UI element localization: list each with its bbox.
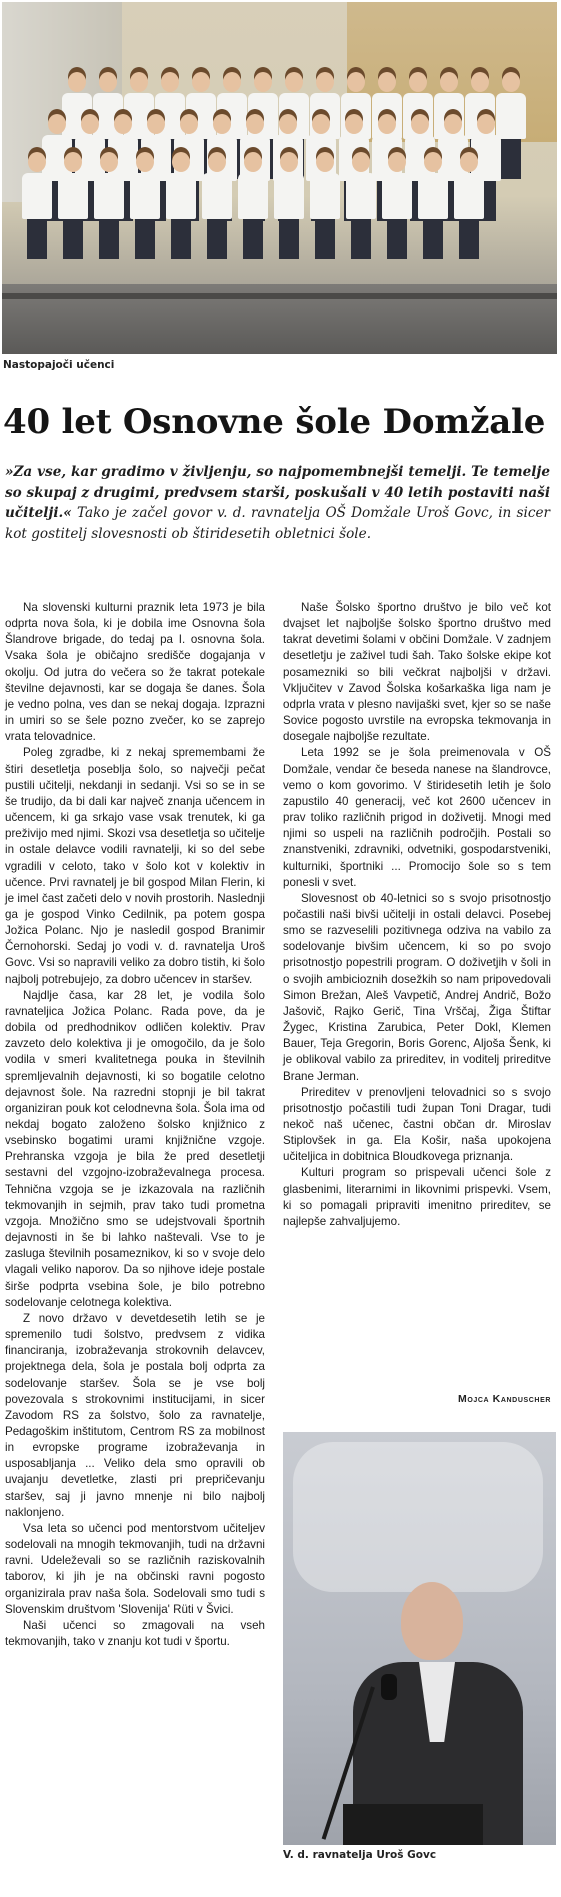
photo-backdrop (293, 1442, 543, 1592)
photo-child (418, 152, 448, 259)
photo-child (454, 152, 484, 259)
lead-quote: »Za vse, kar gradimo v življenju, so najpomembnejši temelji. Te temelje so skupaj z drugimi, predvsem starši, poskušali v 40 letih postaviti naši učitelji.« (5, 464, 550, 522)
bottom-photo-caption: V. d. ravnatelja Uroš Govc (283, 1849, 437, 1861)
photo-child (94, 152, 124, 259)
photo-child (202, 152, 232, 259)
photo-child (274, 152, 304, 259)
author-byline: Mojca Kanduscher (457, 1393, 551, 1405)
paragraph: Kulturi program so prispevali učenci šole z glasbenimi, literarnimi in likovnimi prispevki. Vsem, ki so pomagali pripraviti imenitno prireditev, se najlepše zahvaljujemo. (283, 1166, 551, 1228)
choir-photo (2, 2, 557, 354)
article-column-left (5, 600, 265, 1650)
paragraph: Z novo državo v devetdesetih letih se je spremenilo tudi šolstvo, predvsem z vidika financiranja, izobraževanja strokovnih delavcev, projektnega dela, šola je postala bolj odprta za sodelovanje staršev. Šola se je vse bolj povezovala s strokovnimi institucijami, in sicer Zavodom RS za šolstvo, šolo za ravnatelje, Pedagoškim inštitutom, Centrom RS za mobilnost in evropske programe izobraževanja in usposabljanja ... Veliko dela smo opravili ob uvajanju devetletke, zlasti pri prepričevanju staršev, saj ji javno mnenje ni bilo najbolj naklonjeno. (5, 1311, 265, 1519)
top-photo-caption: Nastopajoči učenci (3, 359, 115, 371)
article-title: 40 let Osnovne šole Domžale (3, 402, 546, 442)
paragraph: Najdlje časa, kar 28 let, je vodila šolo ravnateljica Jožica Polanc. Rada pove, da je dobila od predhodnikov odličen kolektiv. Prav zavzeto delo kolektiva ji je omogočilo, da je šolo vodila v smeri kvalitetnega pouka in številnih spremljevalnih dejavnosti, ki so bogatile celotno dejavnost šole. Na razredni stopnji je bil takrat organiziran pouk kot celodnevna šola. Šola ima od nekdaj bogato založeno šolsko knjižnico z vsebinsko bogatimi urami knjižnične vzgoje. Prehranska vzgoja je bila že pred desetletji sestavni del vzgojno-izobraževalnega procesa. Tehnična vzgoja se je izkazovala na različnih tekmovanjih in sejmih, prav tako tudi prometna vzgoja. Množično smo se udejstvovali športnih dejavnosti in še bi lahko naštevali. Vse to je zasluga številnih posameznikov, ki so v svoje delo vlagali veliko naporov. Da so njihove ideje postale širše podprta vsebina šole, je bilo potrebno sodelovanje celotnega kolektiva. (5, 988, 265, 1309)
paragraph: Poleg zgradbe, ki z nekaj spremembami že štiri desetletja poseblja šolo, so največji pečat pustili učitelji, nekdanji in sedanji. Vsi so se in se še trudijo, da bi dali kar največ znanja učencem in učencem, ki ga srkajo vase vsak trenutek, ki ga preživijo med njimi. Skozi vsa desetletja so učitelje in ostale delavce vodili ravnatelji, ki so del sebe vgradili v celoto, tako v šolo kot v kolektiv in učence. Prvi ravnatelj je bil gospod Milan Flerin, ki je imel čast začeti delo v novih prostorih. Naslednji ga je gospod Vinko Cedilnik, pa potem gospa Jožica Polanc. Njo je nasledil gospod Branimir Černohorski. Sedaj jo vodi v. d. ravnatelja Uroš Govc. Vsi so napravili veliko za dobro tistih, ki šolo najbolj potrebujejo, za dobro učencev in staršev. (5, 746, 265, 986)
photo-child (130, 152, 160, 259)
photo-child (382, 152, 412, 259)
photo-child (166, 152, 196, 259)
speaker-head (401, 1582, 463, 1660)
article-column-right (283, 600, 551, 1230)
lectern (343, 1804, 483, 1845)
photo-child (310, 152, 340, 259)
paragraph: Leta 1992 se je šola preimenovala v OŠ Domžale, vendar če beseda nanese na šlandrovce, vemo o kom govorimo. V štiridesetih letih je šolo zapustilo 40 generacij, več kot 2600 učencev in prav toliko različnih prigod in doživetij. Mnogi med njimi so uspeli na različnih področjih. Postali so znanstveniki, zdravniki, odvetniki, gospodarstveniki, kulturniki, športniki ... Promocijo šole so s tem ponesli v svet. (283, 746, 551, 889)
photo-child (22, 152, 52, 259)
principal-photo (283, 1432, 556, 1845)
photo-stage-rail (2, 293, 557, 299)
photo-child (238, 152, 268, 259)
article-lead (5, 462, 550, 544)
paragraph: Prireditev v prenovljeni telovadnici so s svojo prisotnostjo počastili tudi župan Toni Dragar, tudi nekoč naš učenec, častni občan dr. Miroslav Stiplovšek in ga. Ela Košir, naša upokojena učiteljica in dobitnica Bloudkovega priznanja. (283, 1085, 551, 1164)
paragraph: Naše Šolsko športno društvo je bilo več kot dvajset let najboljše šolsko športno društvo med takrat devetimi šolami v občini Domžale. V zadnjem desetletju je zaživel tudi šah. Tako šolske ekipe kot posamezniki so bili večkrat najboljši v državi. Vključitev v Zavod Šolska košarkaška liga nam je odprla vrata v plesno navijaški svet, kjer so se naše Sovice pogosto uvrstile na evropska tekmovanja in dosegale najboljše rezultate. (283, 601, 551, 744)
paragraph: Naši učenci so zmagovali na vseh tekmovanjih, tako v znanju kot tudi v športu. (5, 1618, 265, 1648)
paragraph: Slovesnost ob 40-letnici so s svojo prisotnostjo počastili naši bivši učitelji in ostali delavci. Posebej smo se razveselili pozitivnega odziva na vabilo za sodelovanje bivšim učencem, ki so po svojo prisotnostjo popestrili program. O doživetjih v šoli in o svojih ambicioznih dosežkih so nam pripovedovali Simon Brežan, Aleš Vavpetič, Andrej Andrič, Božo Jašovič, Rajko Gerič, Tina Vrščaj, Žiga Štiftar Žygec, Kristina Zarubica, Peter Dokl, Klemen Bauer, Teja Gregorin, Boris Gorenc, Aljoša Šenk, ki je oblikoval vabilo za prireditev, in voditelj prireditve Brane Jerman. (283, 891, 551, 1083)
microphone-icon (381, 1674, 397, 1700)
photo-child (58, 152, 88, 259)
paragraph: Na slovenski kulturni praznik leta 1973 je bila odprta nova šola, ki je dobila ime Osnovna šola Šlandrove brigade, do tedaj pa I. osnovna šola. Vsaka šola je običajno središče dogajanja v okolju. Od jutra do večera so že takrat potekale številne dejavnosti, kar se dogaja še danes. Šola je vedno polna, ves dan se nekaj dogaja. Izprazni in umiri so se šele pozno zvečer, ko se zaprejo vrata telovadnice. (5, 601, 265, 744)
paragraph: Vsa leta so učenci pod mentorstvom učiteljev sodelovali na mnogih tekmovanjih, tudi na državni ravni. Udeleževali so se različnih raziskovalnih taborov, ki jih je na občinski ravni pogosto organizirala prav naša šola. Sodelovali smo tudi s Slovenskim društvom 'Slovenija' Rüti v Švici. (5, 1521, 265, 1616)
lead-rest: Tako je začel govor v. d. ravnatelja OŠ Domžale Uroš Govc, in sicer kot gostitelj slovesnosti ob štiridesetih obletnici šole. (5, 505, 550, 542)
photo-child (346, 152, 376, 259)
